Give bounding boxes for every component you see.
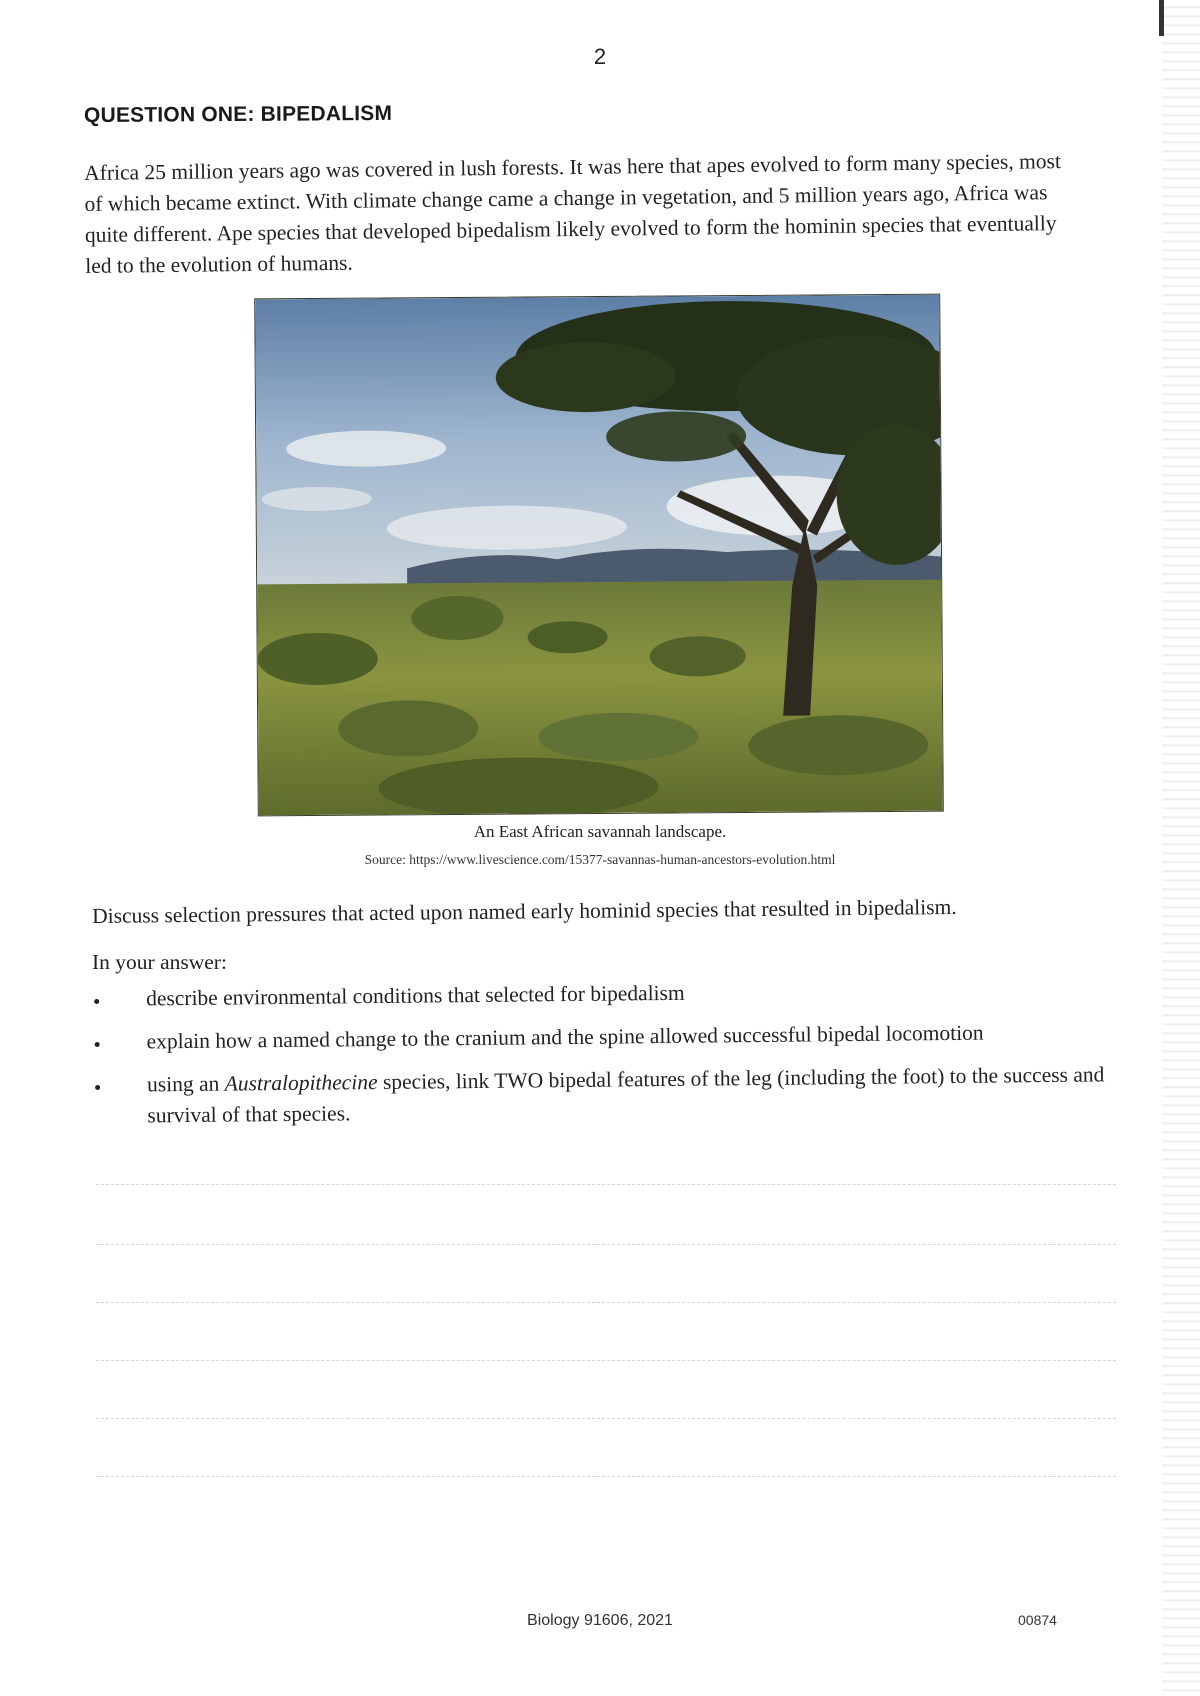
list-item [93, 1059, 1124, 1132]
scan-edge-mark [1159, 0, 1164, 36]
bullet-icon [95, 1042, 100, 1047]
figure-source: Source: https://www.livescience.com/15377-savannas-human-ancestors-evolution.html [364, 852, 836, 867]
page-number: 2 [593, 44, 607, 69]
answer-line[interactable] [96, 1418, 1116, 1419]
bullet-text-pre: using an [146, 1071, 225, 1097]
footer-code: 00874 [1018, 1612, 1057, 1628]
question-heading: QUESTION ONE: BIPEDALISM [83, 101, 393, 128]
bullet-text-post: species, link TWO bipedal features of the leg (including the foot) to the success and survival of that species. [147, 1062, 1105, 1128]
footer-subject: Biology 91606, 2021 [527, 1612, 673, 1629]
answer-line[interactable] [96, 1302, 1116, 1303]
answer-line[interactable] [96, 1184, 1116, 1185]
answer-line[interactable] [96, 1360, 1116, 1361]
bullet-text: describe environmental conditions that selected for bipedalism [146, 980, 685, 1011]
bullet-text-emphasis: Australopithecine [224, 1070, 378, 1096]
savannah-photo [254, 294, 944, 817]
answer-line[interactable] [96, 1244, 1116, 1245]
intro-paragraph: Africa 25 million years ago was covered in lush forests. It was here that apes evolved to form many species, most of which became extinct. With climate change came a change in vegetation, and 5 million years ago, Africa was quite different. Ape species that developed bipedalism likely evolved to form the hominin species that eventually led to the evolution of humans. [84, 149, 1062, 278]
list-item [92, 973, 1122, 1015]
bullet-icon [95, 1085, 100, 1090]
answer-intro: In your answer: [92, 950, 227, 974]
figure-caption: An East African savannah landscape. [473, 822, 727, 841]
bullet-icon [94, 999, 99, 1004]
list-item [92, 1016, 1122, 1058]
answer-line[interactable] [96, 1476, 1116, 1477]
bullet-text: explain how a named change to the cranium and the spine allowed successful bipedal locomotion [146, 1020, 984, 1054]
bullet-list [92, 973, 1124, 1144]
scan-edge-shadow [1162, 0, 1200, 1696]
question-prompt: Discuss selection pressures that acted upon named early hominid species that resulted in bipedalism. [92, 894, 957, 928]
